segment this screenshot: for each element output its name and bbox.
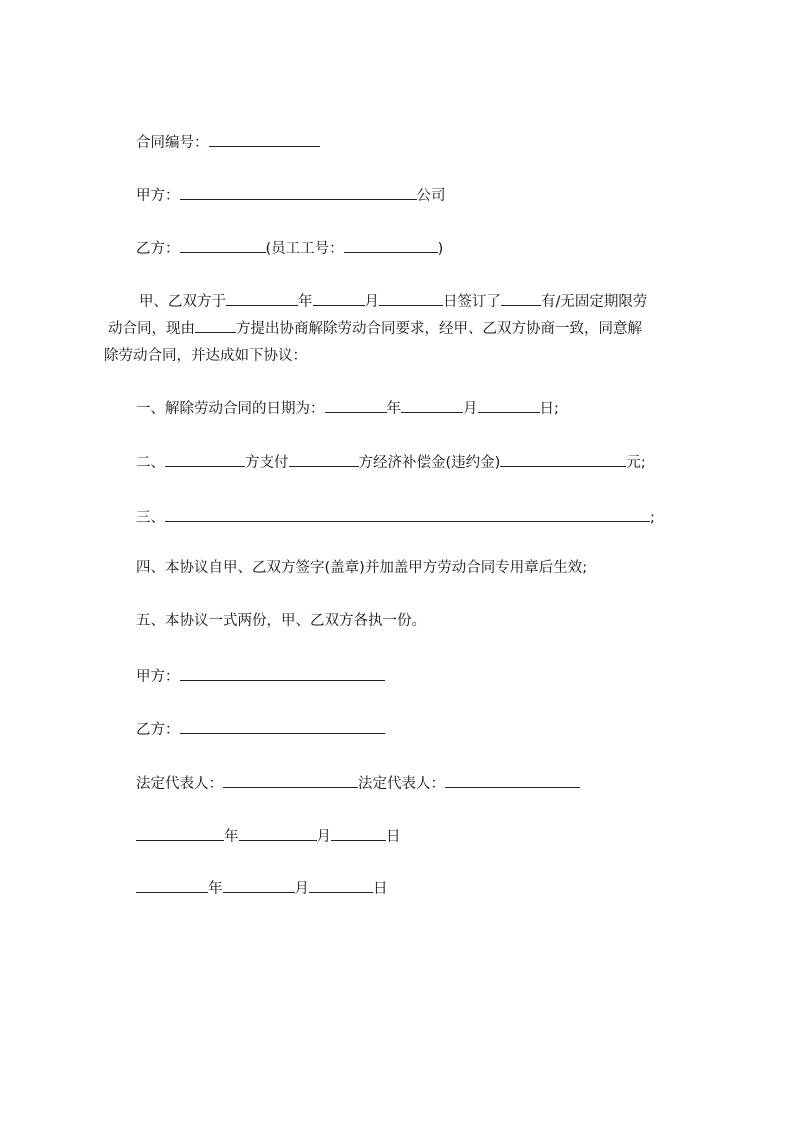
sign-party-b-label: 乙方：	[136, 722, 180, 738]
item-2	[136, 451, 646, 473]
termination-year-field[interactable]	[325, 397, 387, 413]
party-a-suffix: 公司	[416, 188, 446, 204]
item-1-label: 一、解除劳动合同的日期为：	[136, 401, 325, 417]
contract-number-label: 合同编号：	[136, 135, 209, 151]
employee-id-close: )	[437, 241, 444, 257]
contract-type-field[interactable]	[501, 290, 541, 306]
item-3-label: 三、	[136, 510, 165, 526]
intro-year-field[interactable]	[226, 290, 298, 306]
intro-text: 日签订了	[443, 294, 501, 310]
item-4-text: 四、本协议自甲、乙双方签字(盖章)并加盖甲方劳动合同专用章后生效;	[136, 560, 588, 576]
day-label: 日	[386, 829, 401, 845]
legal-representatives	[136, 772, 580, 794]
paying-party-field[interactable]	[165, 451, 245, 467]
date-line-1	[136, 825, 401, 847]
receiving-party-field[interactable]	[289, 451, 359, 467]
contract-number-line	[136, 131, 320, 153]
date-1-year-field[interactable]	[136, 825, 224, 841]
day-label: 日	[373, 881, 388, 897]
termination-month-field[interactable]	[401, 397, 463, 413]
month-label: 月	[316, 829, 331, 845]
intro-year-label: 年	[298, 294, 313, 310]
sign-party-b-field[interactable]	[180, 718, 385, 734]
compensation-amount-field[interactable]	[500, 451, 626, 467]
sign-party-a-field[interactable]	[180, 665, 385, 681]
sign-party-a-label: 甲方：	[136, 669, 180, 685]
item-5-text: 五、本协议一式两份，甲、乙双方各执一份。	[136, 613, 426, 629]
party-b-name-field[interactable]	[180, 237, 266, 253]
legal-rep-a-label: 法定代表人：	[136, 776, 223, 792]
month-label: 月	[463, 401, 478, 417]
legal-rep-a-field[interactable]	[223, 772, 358, 788]
item-3-end: ;	[650, 510, 655, 526]
legal-rep-b-label: 法定代表人：	[358, 776, 445, 792]
item-1	[136, 397, 559, 419]
date-1-month-field[interactable]	[239, 825, 317, 841]
date-1-day-field[interactable]	[331, 825, 386, 841]
intro-day-field[interactable]	[379, 290, 443, 306]
date-line-2	[136, 877, 388, 899]
employee-id-label: (员工工号：	[265, 241, 344, 257]
item-5	[136, 611, 426, 631]
intro-paragraph	[104, 289, 704, 370]
date-2-year-field[interactable]	[136, 877, 208, 893]
employee-id-field[interactable]	[344, 237, 438, 253]
item-2-text: 方经济补偿金(违约金)	[358, 455, 501, 471]
intro-text: 有/无固定期限劳	[541, 294, 648, 310]
intro-month-field[interactable]	[313, 290, 365, 306]
day-label: 日;	[539, 401, 559, 417]
party-a-line	[136, 184, 446, 206]
intro-month-label: 月	[364, 294, 379, 310]
contract-number-field[interactable]	[209, 131, 320, 147]
termination-day-field[interactable]	[478, 397, 540, 413]
intro-text: 除劳动合同，并达成如下协议：	[104, 348, 307, 364]
year-label: 年	[208, 881, 223, 897]
party-b-line	[136, 237, 443, 259]
month-label: 月	[294, 881, 309, 897]
sign-party-a	[136, 665, 385, 687]
party-a-label: 甲方：	[136, 188, 180, 204]
legal-rep-b-field[interactable]	[445, 772, 580, 788]
item-4	[136, 558, 587, 578]
item-2-text: 元;	[626, 455, 646, 471]
intro-text: 动合同，现由	[108, 321, 195, 337]
sign-party-b	[136, 718, 385, 740]
intro-text: 方提出协商解除劳动合同要求，经甲、乙双方协商一致，同意解	[236, 321, 642, 337]
party-a-name-field[interactable]	[180, 184, 417, 200]
year-label: 年	[386, 401, 401, 417]
date-2-day-field[interactable]	[309, 877, 373, 893]
item-2-label: 二、	[136, 455, 165, 471]
proposing-party-field[interactable]	[195, 317, 236, 333]
item-3	[136, 506, 655, 528]
intro-text: 甲、乙双方于	[139, 294, 226, 310]
item-3-field[interactable]	[165, 506, 650, 522]
item-2-text: 方支付	[245, 455, 289, 471]
party-b-label: 乙方：	[136, 241, 180, 257]
year-label: 年	[224, 829, 239, 845]
date-2-month-field[interactable]	[223, 877, 295, 893]
